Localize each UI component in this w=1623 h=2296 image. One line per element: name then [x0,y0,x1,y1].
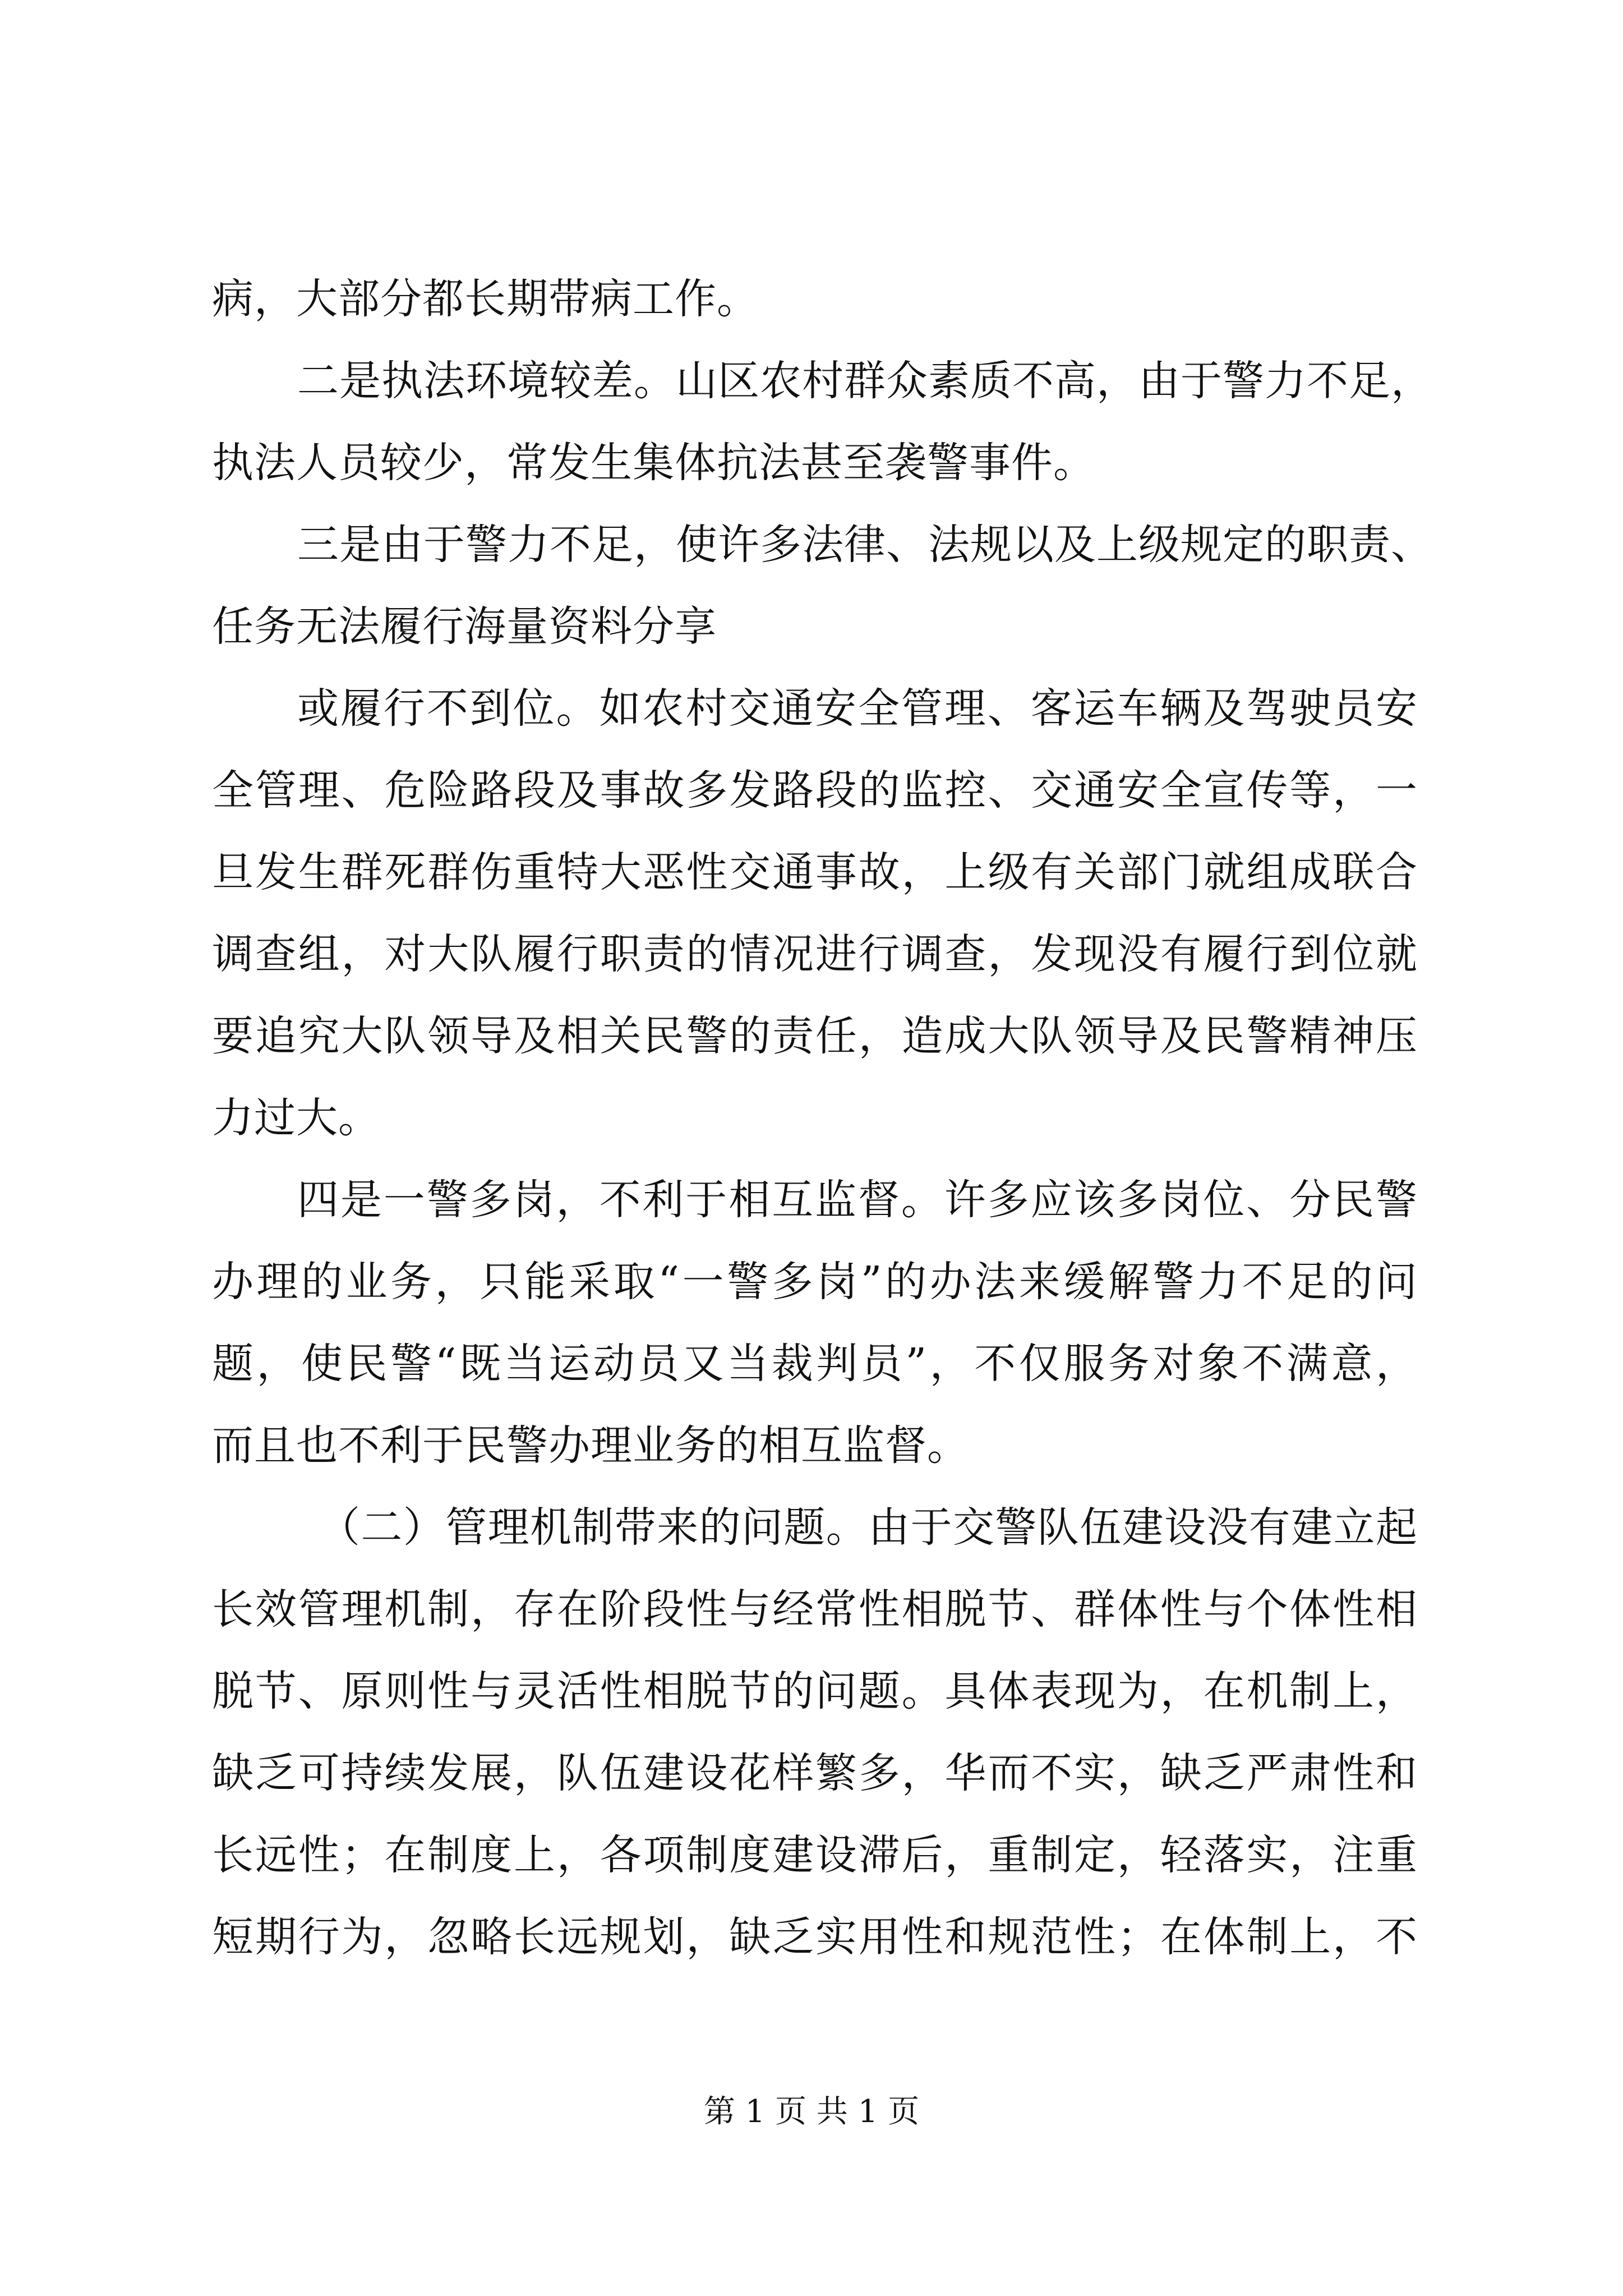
page-footer [0,2092,1623,2132]
text-line-17: 长效管理机制，存在阶段性与经常性相脱节、群体性与个体性相 [212,1585,1418,1634]
text-line-15: 而且也不利于民警办理业务的相互监督。 [212,1421,969,1470]
text-line-11: 力过大。 [212,1094,380,1142]
page-number-label: 第 1 页 共 1 页 [703,2093,920,2130]
text-line-6: 或履行不到位。如农村交通安全管理、客运车辆及驾驶员安 [297,684,1418,733]
text-line-7: 全管理、危险路段及事故多发路段的监控、交通安全宣传等，一 [212,766,1418,815]
text-line-3: 执法人员较少，常发生集体抗法甚至袭警事件。 [212,439,1095,487]
text-line-8: 旦发生群死群伤重特大恶性交通事故，上级有关部门就组成联合 [212,848,1418,896]
text-line-13: 办理的业务，只能采取“一警多岗”的办法来缓解警力不足的问 [212,1258,1418,1306]
text-line-18: 脱节、原则性与灵活性相脱节的问题。具体表现为，在机制上， [212,1667,1418,1715]
document-body [212,258,1433,1978]
text-line-1: 病，大部分都长期带病工作。 [212,275,759,323]
text-line-21: 短期行为，忽略长远规划，缺乏实用性和规范性；在体制上，不 [212,1913,1418,1961]
text-line-16: （二）管理机制带来的问题。由于交警队伍建设没有建立起 [319,1503,1418,1552]
text-line-2: 二是执法环境较差。山区农村群众素质不高，由于警力不足， [297,357,1433,405]
text-line-19: 缺乏可持续发展，队伍建设花样繁多，华而不实，缺乏严肃性和 [212,1749,1418,1797]
text-line-12: 四是一警多岗，不利于相互监督。许多应该多岗位、分民警 [297,1176,1418,1224]
text-line-20: 长远性；在制度上，各项制度建设滞后，重制定，轻落实，注重 [212,1831,1418,1879]
text-line-5: 任务无法履行海量资料分享 [212,602,717,651]
text-line-9: 调查组，对大队履行职责的情况进行调查，发现没有履行到位就 [212,930,1418,978]
text-line-14: 题，使民警“既当运动员又当裁判员”，不仅服务对象不满意， [212,1340,1418,1388]
text-line-4: 三是由于警力不足，使许多法律、法规以及上级规定的职责、 [297,521,1433,569]
text-line-10: 要追究大队领导及相关民警的责任，造成大队领导及民警精神压 [212,1012,1418,1060]
